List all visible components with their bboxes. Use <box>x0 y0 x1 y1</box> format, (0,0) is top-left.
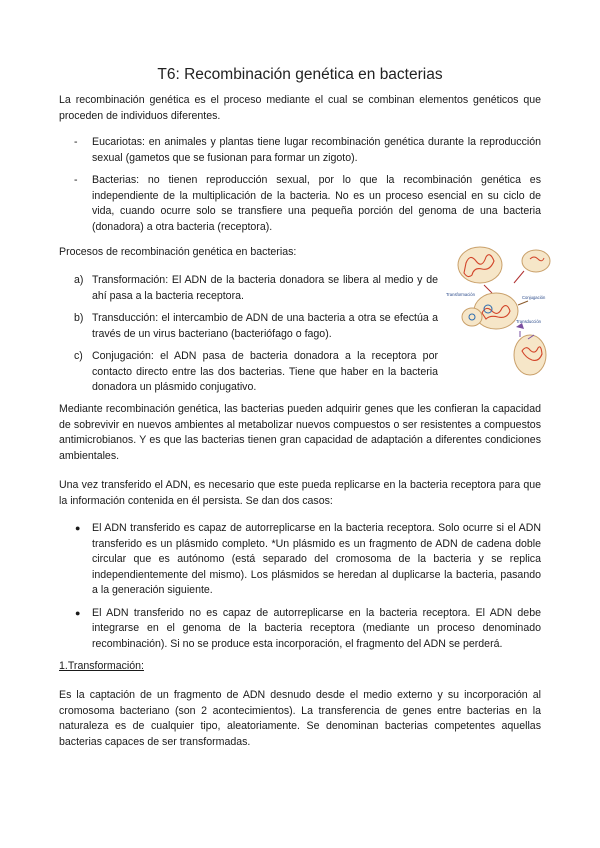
intro-paragraph: La recombinación genética es el proceso mediante el cual se combinan elementos genéticos que proceden de individuos diferentes. <box>59 94 541 122</box>
list-item-text: Conjugación: el ADN pasa de bacteria donadora a la receptora por contacto directo entre las dos bacterias. Tiene que haber en la bacteria donadora un plásmido conjugativo. <box>92 350 438 393</box>
bacterium-donor-right <box>522 250 550 272</box>
list-marker: - <box>74 136 78 148</box>
bacterium-receptor <box>474 293 518 329</box>
list-item <box>74 349 438 396</box>
advantages-paragraph: Mediante recombinación genética, las bacterias pueden adquirir genes que les confieran la capacidad de sobrevivir en nuevos ambientes al metabolizar nuevos compuestos o ser resistentes a compuestos antimicrobianos. Y es que las bacterias tienen gran capacidad de adaptación a diferentes condiciones ambientales. <box>59 403 541 462</box>
list-item-text: Eucariotas: en animales y plantas tiene lugar recombinación genética durante la reproducción sexual (gametos que se fusionan para formar un zigoto). <box>92 136 541 164</box>
arrow-icon <box>514 271 524 283</box>
replication-paragraph: Una vez transferido el ADN, es necesario que este pueda replicarse en la bacteria receptora para que la información contenida en él persista. Se dan dos casos: <box>59 479 541 507</box>
bacterium-small <box>462 308 482 326</box>
transformation-paragraph: Es la captación de un fragmento de ADN desnudo desde el medio externo y su incorporación al cromosoma bacteriano (son 2 acontecimientos). La transferencia de genes entre bacterias en la naturaleza es de cualquier tipo, aleatoriamente. Se denominan bacterias competentes aquellas bacterias capaces de ser transformadas. <box>59 689 541 748</box>
organism-list <box>74 135 541 242</box>
bullet-icon: ● <box>75 607 81 618</box>
label-transformacion: Transformación <box>446 292 475 297</box>
arrow-icon <box>484 285 492 293</box>
list-marker: - <box>74 174 78 186</box>
replication-cases-list <box>74 521 541 659</box>
pilus <box>518 301 528 305</box>
bullet-icon: ● <box>75 523 81 533</box>
recombination-diagram <box>444 243 554 383</box>
list-item <box>74 311 438 342</box>
list-item-text: El ADN transferido no es capaz de autorreplicarse en la bacteria receptora. El ADN debe integrarse en el genoma de la bacteria receptora (mediante un proceso denominado recombinación). Si no se produce esta incorporación, el fragmento del ADN se perderá. <box>92 606 541 650</box>
list-marker: b) <box>74 312 84 324</box>
list-item <box>74 521 541 599</box>
list-item <box>74 606 541 653</box>
list-item-text: Transformación: El ADN de la bacteria donadora se libera al medio y de ahí pasa a la bacteria receptora. <box>92 274 438 302</box>
list-marker: a) <box>74 274 84 286</box>
page-title: T6: Recombinación genética en bacterias <box>157 66 443 84</box>
list-item <box>74 135 541 166</box>
list-item <box>74 273 438 304</box>
list-item <box>74 173 541 235</box>
label-conjugacion: Conjugación <box>522 295 546 300</box>
list-marker: c) <box>74 350 83 362</box>
list-item-text: El ADN transferido es capaz de autorreplicarse en la bacteria receptora. Solo ocurre si el ADN transferido es un plásmido completo. *Un plásmido es un fragmento de ADN de cadena doble circular que es autónomo (está separado del cromosoma de la bacteria y se replica independientemente del mismo). Los plásmidos se heredan al duplicarse la bacteria, pasando a la generación siguiente. <box>92 522 541 596</box>
section-heading-transformacion: 1.Transformación: <box>59 660 144 672</box>
bacterium-donor-top <box>458 247 502 283</box>
list-item-text: Transducción: el intercambio de ADN de una bacteria a otra se efectúa a través de un virus bacteriano (bacteriófago o fago). <box>92 312 438 340</box>
list-item-text: Bacterias: no tienen reproducción sexual, por lo que la recombinación genética es independiente de la multiplicación de la bacteria. No es un proceso esencial en su ciclo de vida, cuando ocurre solo se transfiere una pequeña porción del genoma de una bacteria (donadora) a otra bacteria (receptora). <box>92 174 541 233</box>
label-transduccion: Transducción <box>516 319 541 324</box>
processes-heading: Procesos de recombinación genética en bacterias: <box>59 246 297 258</box>
process-list <box>74 273 438 403</box>
